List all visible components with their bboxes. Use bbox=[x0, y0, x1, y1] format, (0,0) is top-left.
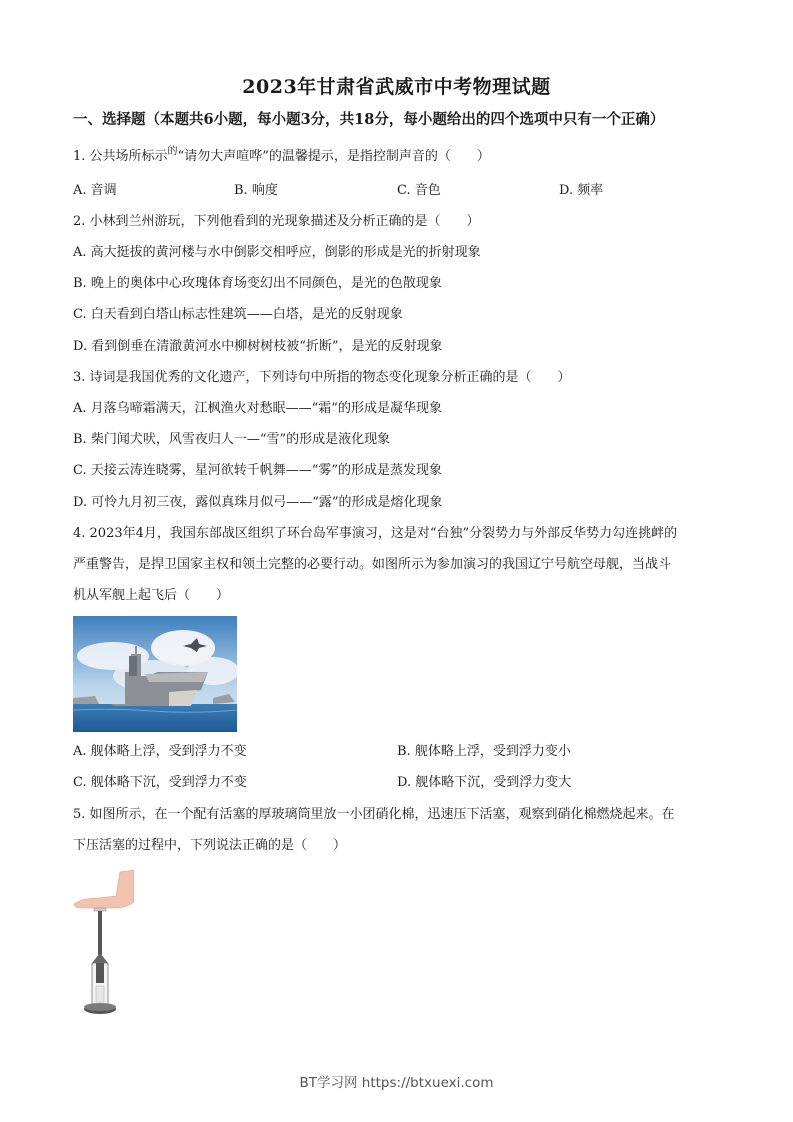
question-3-stem: 3. 诗词是我国优秀的文化遗产，下列诗句中所指的物态变化现象分析正确的是（ ） bbox=[73, 370, 571, 385]
question-4-stem-line-1: 4. 2023年4月，我国东部战区组织了环台岛军事演习，这是对“台独”分裂势力与外部反华势力勾连挑衅的 bbox=[73, 526, 678, 541]
question-4-stem-line-3: 机从军舰上起飞后（ ） bbox=[73, 588, 230, 603]
question-1-stem-part1: 1. 公共场所标示 bbox=[73, 149, 168, 164]
question-2-stem: 2. 小林到兰州游玩，下列他看到的光现象描述及分析正确的是（ ） bbox=[73, 214, 480, 229]
footer-watermark: BT学习网 https://btxuexi.com bbox=[299, 1075, 494, 1091]
question-4-stem-line-2: 严重警告，是捍卫国家主权和领土完整的必要行动。如图所示为参加演习的我国辽宁号航空母舰，当战斗 bbox=[73, 557, 672, 572]
hand-pressing-piston-icon bbox=[72, 868, 134, 1018]
question-4-option-c: C. 舰体略下沉，受到浮力不变 bbox=[73, 775, 247, 790]
question-5-stem-line-1: 5. 如图所示，在一个配有活塞的厚玻璃筒里放一小团硝化棉，迅速压下活塞，观察到硝化棉燃烧起来。在 bbox=[73, 807, 675, 822]
question-1-stem bbox=[73, 148, 490, 167]
aircraft-carrier-illustration bbox=[73, 616, 237, 732]
question-2-option-c: C. 白天看到白塔山标志性建筑——白塔，是光的反射现象 bbox=[73, 307, 403, 322]
question-1-option-c: C. 音色 bbox=[397, 183, 441, 198]
question-4-option-b: B. 舰体略上浮，受到浮力变小 bbox=[397, 744, 571, 759]
question-3-option-c: C. 天接云涛连晓雾，星河欲转千帆舞——“雾”的形成是蒸发现象 bbox=[73, 463, 443, 478]
question-5-stem-line-2: 下压活塞的过程中，下列说法正确的是（ ） bbox=[73, 838, 347, 853]
piston-cylinder-illustration bbox=[72, 868, 134, 1018]
question-1-option-b: B. 响度 bbox=[234, 183, 278, 198]
question-1-stem-sup: 的 bbox=[167, 146, 178, 157]
question-2-option-a: A. 高大挺拔的黄河楼与水中倒影交相呼应，倒影的形成是光的折射现象 bbox=[73, 245, 481, 260]
section-heading: 一、选择题（本题共6小题，每小题3分，共18分，每小题给出的四个选项中只有一个正确） bbox=[73, 111, 665, 128]
question-4-option-a: A. 舰体略上浮，受到浮力不变 bbox=[73, 744, 247, 759]
question-3-option-b: B. 柴门闻犬吠，风雪夜归人一—“雪”的形成是液化现象 bbox=[73, 432, 391, 447]
question-2-option-d: D. 看到倒垂在清澈黄河水中柳树树枝被“折断”，是光的反射现象 bbox=[73, 339, 443, 354]
question-1-option-a: A. 音调 bbox=[73, 183, 117, 198]
question-1-stem-part2: “请勿大声喧哗”的温馨提示，是指控制声音的（ ） bbox=[177, 149, 490, 164]
question-1-option-d: D. 频率 bbox=[559, 183, 604, 198]
question-2-option-b: B. 晚上的奥体中心玫瑰体育场变幻出不同颜色，是光的色散现象 bbox=[73, 276, 442, 291]
page-title: 2023年甘肃省武威市中考物理试题 bbox=[242, 76, 551, 98]
aircraft-carrier-photo bbox=[73, 616, 237, 732]
question-3-option-a: A. 月落乌啼霜满天，江枫渔火对愁眠——“霜”的形成是凝华现象 bbox=[73, 401, 442, 416]
question-4-option-d: D. 舰体略下沉，受到浮力变大 bbox=[397, 775, 572, 790]
question-3-option-d: D. 可怜九月初三夜，露似真珠月似弓——“露”的形成是熔化现象 bbox=[73, 495, 443, 510]
